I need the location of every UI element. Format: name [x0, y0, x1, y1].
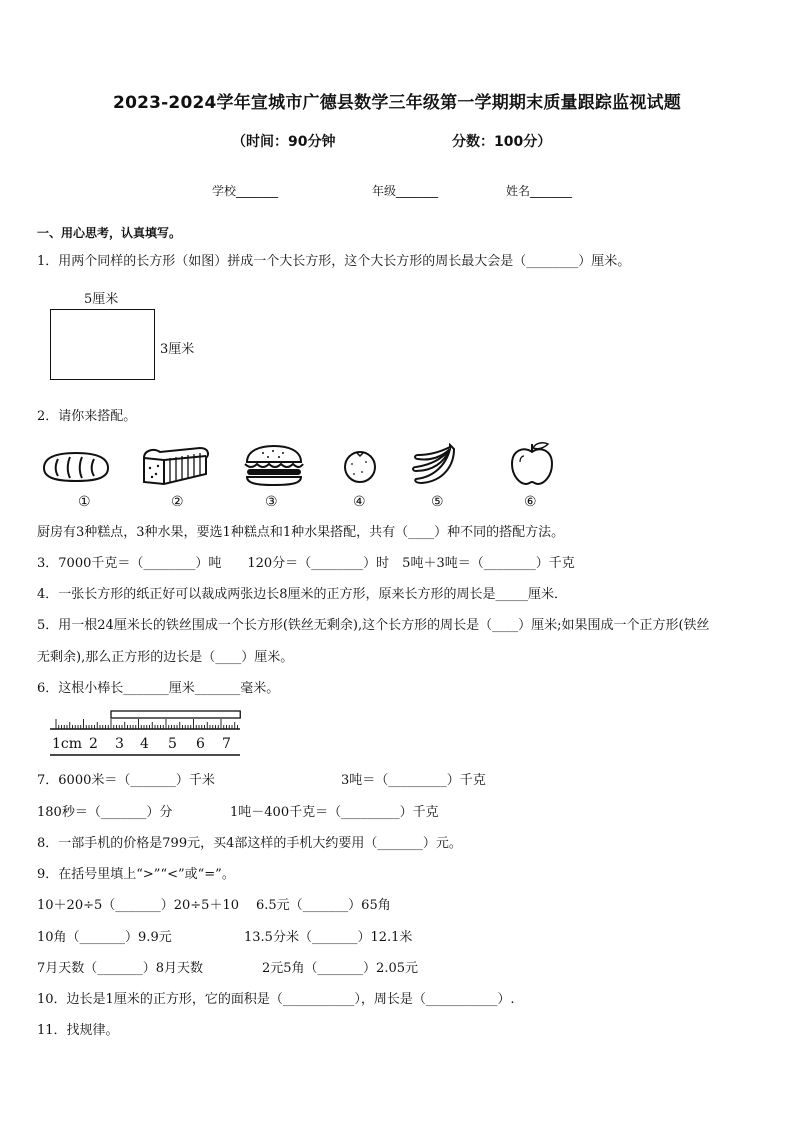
measured-stick [111, 711, 240, 718]
question-2-body: 厨房有3种糕点，3种水果，要选1种糕点和1种水果搭配，共有（____）种不同的搭配方法。 [37, 525, 565, 540]
bread-icon [40, 450, 112, 484]
item-number-1: ① [78, 494, 91, 510]
question-6: 6．这根小棒长_______厘米_______毫米。 [37, 681, 280, 696]
section-heading: 一、用心思考，认真填写。 [37, 226, 182, 240]
question-9-row1a: 10＋20÷5（_______）20÷5＋10 [37, 898, 239, 913]
question-2: 2．请你来搭配。 [37, 409, 137, 424]
question-5-line2: 无剩余),那么正方形的边长是（____）厘米。 [37, 650, 294, 665]
ruler-label-1cm: 1cm [52, 736, 83, 752]
question-9-row2a: 10角（_______）9.9元 [37, 930, 172, 945]
question-9-row2b: 13.5分米（_______）12.1米 [244, 930, 413, 945]
ruler-label-5: 5 [168, 736, 177, 752]
question-9-row3a: 7月天数（_______）8月天数 [37, 961, 204, 976]
item-number-6: ⑥ [524, 494, 537, 510]
question-1: 1．用两个同样的长方形（如图）拼成一个大长方形，这个大长方形的周长最大会是（________）厘米。 [37, 254, 631, 269]
grade-field: 年级_______ [372, 184, 439, 198]
ruler-label-3: 3 [115, 736, 124, 752]
name-field: 姓名_______ [506, 184, 573, 198]
toast-loaf-icon [140, 444, 212, 486]
rect-width-label: 5厘米 [84, 292, 119, 307]
ruler-label-2: 2 [89, 736, 98, 752]
question-7b: 3吨＝（_________）千克 [341, 773, 486, 788]
item-number-4: ④ [353, 494, 366, 510]
question-9-row3b: 2元5角（_______）2.05元 [262, 961, 418, 976]
item-number-2: ② [171, 494, 184, 510]
item-number-5: ⑤ [431, 494, 444, 510]
question-7d: 1吨－400千克＝（_________）千克 [230, 805, 439, 820]
school-field: 学校_______ [212, 184, 279, 198]
question-9: 9．在括号里填上“>”“<”或“=”。 [37, 867, 235, 882]
hamburger-icon [243, 444, 305, 486]
question-11: 11．找规律。 [37, 1023, 119, 1038]
question-7c: 180秒＝（_______）分 [37, 805, 173, 820]
rectangle-figure [50, 309, 155, 380]
banana-icon [410, 441, 460, 487]
question-5-line1: 5．用一根24厘米长的铁丝围成一个长方形(铁丝无剩余),这个长方形的周长是（____）厘米;如果围成一个正方形(铁丝 [37, 618, 710, 633]
ruler-label-7: 7 [222, 736, 231, 752]
question-3: 3．7000千克＝（________）吨 120分＝（________）时 5吨＋3吨＝（________）千克 [37, 556, 575, 571]
item-number-3: ③ [265, 494, 278, 510]
ruler-label-4: 4 [140, 736, 149, 752]
ruler-label-6: 6 [196, 736, 205, 752]
page-title: 2023-2024学年宣城市广德县数学三年级第一学期期末质量跟踪监视试题 [113, 93, 681, 113]
apple-icon [510, 440, 554, 486]
question-10: 10．边长是1厘米的正方形，它的面积是（___________），周长是（___________）. [37, 992, 515, 1007]
exam-score: 分数：100分） [452, 134, 552, 150]
rect-height-label: 3厘米 [160, 342, 195, 357]
question-7a: 7．6000米＝（_______）千米 [37, 773, 215, 788]
question-8: 8．一部手机的价格是799元，买4部这样的手机大约要用（_______）元。 [37, 836, 462, 851]
question-4: 4．一张长方形的纸正好可以裁成两张边长8厘米的正方形，原来长方形的周长是_____厘米． [37, 587, 568, 602]
orange-icon [342, 448, 378, 484]
question-9-row1b: 6.5元（_______）65角 [256, 898, 391, 913]
exam-time: （时间：90分钟 [232, 134, 336, 150]
